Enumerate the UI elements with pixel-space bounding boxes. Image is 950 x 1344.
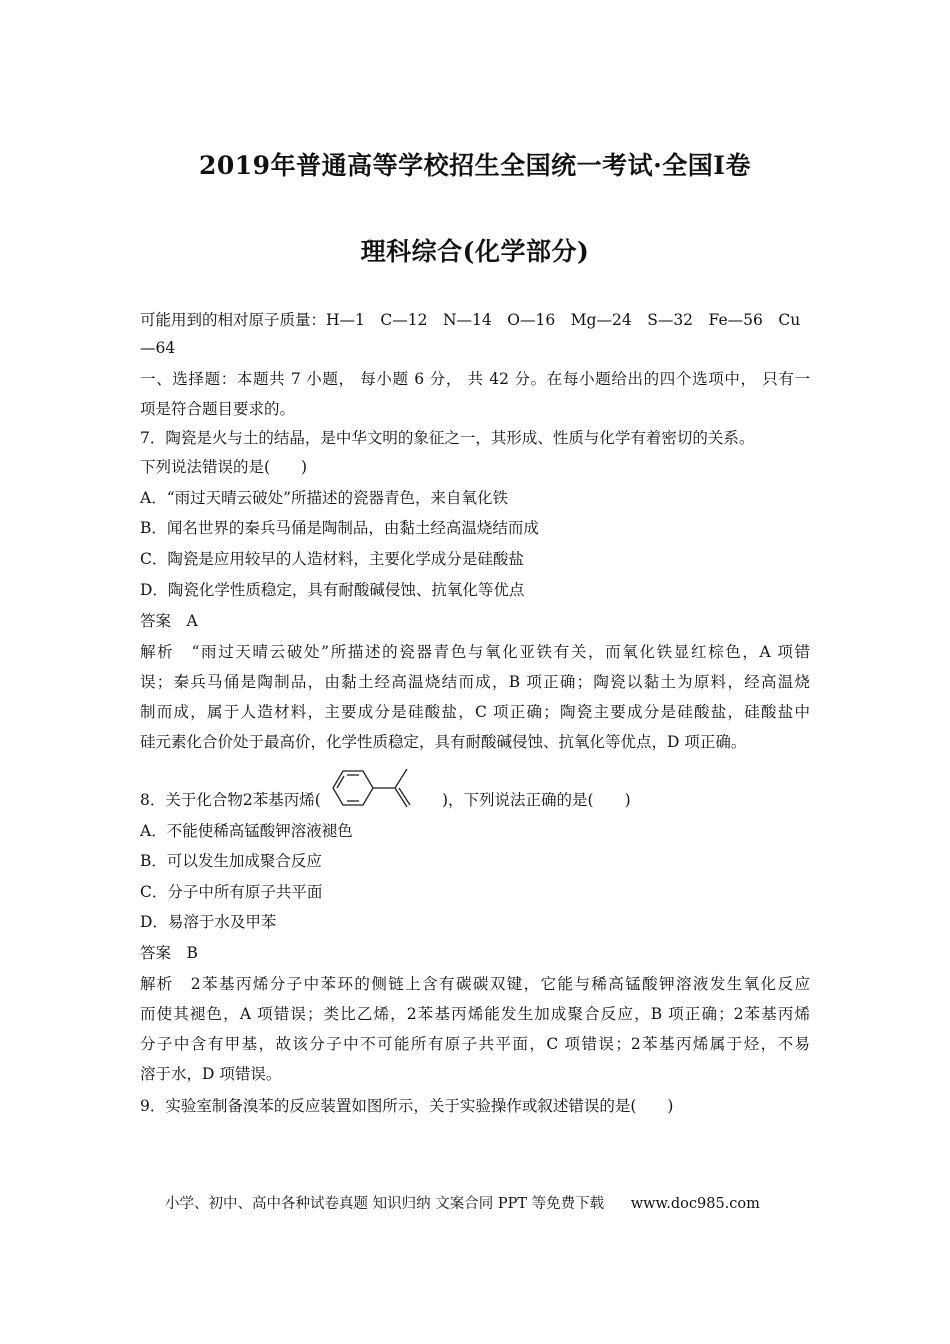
- page-title: 2019年普通高等学校招生全国统一考试·全国Ⅰ卷: [199, 151, 751, 180]
- footer: [165, 1192, 760, 1213]
- q8-explanation-line-4: 溶于水，D 项错误。: [140, 1065, 282, 1083]
- q7-option-a: A．“雨过天晴云破处”所描述的瓷器青色，来自氧化铁: [140, 489, 509, 507]
- q7-answer: 答案 A: [140, 612, 198, 630]
- q8-explanation-line-2: 而使其褪色，A 项错误；类比乙烯，2苯基丙烯能发生加成聚合反应，B 项正确；2苯基丙烯: [140, 1005, 810, 1023]
- atomic-masses-line-1: 可能用到的相对原子质量：H—1 C—12 N—14 O—16 Mg—24 S—32 Fe—56 Cu: [140, 311, 801, 329]
- atomic-masses-line-2: —64: [140, 339, 176, 357]
- q7-explanation-line-3: 制而成，属于人造材料，主要成分是硅酸盐，C 项正确；陶瓷主要成分是硅酸盐，硅酸盐中: [140, 703, 810, 721]
- q7-stem-line-1: 7．陶瓷是火与土的结晶，是中华文明的象征之一，其形成、性质与化学有着密切的关系。: [140, 429, 755, 447]
- q8-option-d: D．易溶于水及甲苯: [140, 913, 277, 931]
- methyl-bond: [395, 769, 407, 788]
- q8-stem-after: )，下列说法正确的是( ): [442, 791, 631, 809]
- q8-explanation-line-3: 分子中含有甲基，故该分子中不可能所有原子共平面，C 项错误；2苯基丙烯属于烃，不易: [140, 1035, 810, 1053]
- q7-explanation-line-1: 解析 “雨过天晴云破处”所描述的瓷器青色与氧化亚铁有关，而氧化铁显红棕色，A 项错: [140, 643, 810, 661]
- q7-option-d: D．陶瓷化学性质稳定，具有耐酸碱侵蚀、抗氧化等优点: [140, 581, 525, 599]
- ring-double-bond: [337, 776, 344, 788]
- q8-option-a: A．不能使稀高锰酸钾溶液褪色: [140, 822, 353, 840]
- q9-stem: 9．实验室制备溴苯的反应装置如图所示，关于实验操作或叙述错误的是( ): [140, 1097, 674, 1115]
- q8-answer: 答案 B: [140, 944, 198, 962]
- q7-option-b: B．闻名世界的秦兵马俑是陶制品，由黏土经高温烧结而成: [140, 519, 539, 537]
- footer-text: 小学、初中、高中各种试卷真题 知识归纳 文案合同 PPT 等免费下载: [165, 1196, 605, 1212]
- section-heading-line-2: 项是符合题目要求的。: [140, 400, 296, 418]
- q7-explanation-line-4: 硅元素化合价处于最高价，化学性质稳定，具有耐酸碱侵蚀、抗氧化等优点，D 项正确。: [140, 733, 747, 751]
- q8-option-b: B．可以发生加成聚合反应: [140, 852, 322, 870]
- 2-phenylpropene-structure-image: [323, 762, 441, 818]
- q8-stem-before: 8．关于化合物2苯基丙烯(: [140, 791, 321, 809]
- section-heading-line-1: 一、选择题：本题共 7 小题， 每小题 6 分， 共 42 分。在每小题给出的四个选项中， 只有一: [140, 370, 810, 388]
- q7-explanation-line-2: 误；秦兵马俑是陶制品，由黏土经高温烧结而成，B 项正确；陶瓷以黏土为原料，经高温烧: [140, 673, 810, 691]
- page-subtitle: 理科综合(化学部分): [360, 237, 590, 266]
- q7-option-c: C．陶瓷是应用较早的人造材料，主要化学成分是硅酸盐: [140, 550, 524, 568]
- q8-explanation-line-1: 解析 2苯基丙烯分子中苯环的侧链上含有碳碳双键，它能与稀高锰酸钾溶液发生氧化反应: [140, 975, 810, 993]
- q7-stem-line-2: 下列说法错误的是( ): [140, 458, 308, 476]
- benzene-ring: [333, 771, 373, 805]
- footer-link[interactable]: www.doc985.com: [630, 1196, 760, 1212]
- q8-option-c: C．分子中所有原子共平面: [140, 883, 323, 901]
